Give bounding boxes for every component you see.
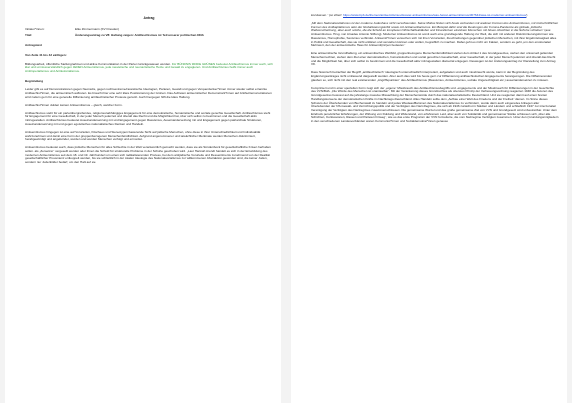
begruendung-heading: Begründung bbox=[25, 78, 44, 83]
antragstext-paragraph bbox=[25, 63, 273, 74]
antragstext-heading: Antragstext bbox=[25, 43, 42, 48]
begruendung-paragraph-3: Antifaschismus steht für ein parteiübergreifendes, religionsunabhängiges Engagement für eine demokratische, humanistische und soziale gerechte Gesellschaft. Antifaschismus steht für Engagement für eine Gesellschaft, in der jeder Mensch jederzeit und überall das Recht und die Möglichkeit hat, über sich selbst zu bestimmen und die Gesellschaft aktiv mitzugestalten. Antifaschismus bedeutet Auseinandersetzung mit und Engagement gegen Rassismus, Auseinandersetzung mit und Engagement gegen patriarchale Strukturen, Auseinandersetzung mit und gegen egoistisches nationalistisches Denken und Handeln. bbox=[25, 110, 271, 126]
document-page-left bbox=[5, 0, 281, 403]
nazi-quote-rest: (aus: Antisemitismus. Hrsg. von Amadeu Antonio Stiftung). Moderner Antisemitismus ist somit auch eine grundlegende Haltung zur Welt, die sich mit anderen Diskriminierungsformen wie Rassismus, Homophobie, Sexismus verbindet. Antisemit*innen versuchen sich mit ihren Vorurteilen, Zuschreibungen gegenüber jüdischen Menschen, mit ihrer Ergebnislosigkeit alles in Politik und Gesellschaft, das sie nicht erklären und verstehen können oder wollen, begreiflich zu machen. Dabei geht es nicht um Fakten, sondern es geht „um den emotionalen Mehrwert, den der antisemitische Hass für Antisemit(inn)en bedeutet.“ bbox=[311, 28, 557, 48]
antragstext-body: Bildungsarbeit, öffentliche Stellungnahmen und aktive Kommunikation in der Partei zurückgewiesen werden. bbox=[25, 61, 171, 66]
right-paragraph-1: Eine antisemitische Grundhaltung, ein antisemitisches Weltbild, gruppenbezogene Menschenfeindlichkeit stehen dem Artikel 1 des Grundgesetzes, stehen den universell geltenden Menschenrechten, stehen dem Ziel einer demokratischen, humanistischen und sozial gerechten Gesellschaft, einer Gesellschaft, in der jeder Mensch jederzeit und überall das Recht und die Möglichkeit hat, über sich selbst zu bestimmen und die Gesellschaft aktiv mitzugestalten diametral entgegen. Deswegen ist der Änderungsantrag zur Klarstellung zum Antrag V8. bbox=[311, 51, 556, 67]
initiator-label: Initiator*innen: bbox=[25, 26, 45, 31]
title-row bbox=[25, 34, 273, 38]
begruendung-paragraph-5: Antisemitismus bedeutet auch, dass jüdische Menschen für alles Schlechte in der Welt verantwortlich gemacht werden, dass sie als Sündenbock für gesellschaftliche Krisen herhalten sollen. als „Zersetzer“ vergesellt werden oder ihnen die Schuld für strukturelle Probleme in der Schuhe geschoben wird. „Laut Hannah Arendt handelt es sich in der Entwicklung des modernen Antisemitismus seit dem 18. und 19. Jahrhundert um einen sich radikalisierenden Prozess, bei dem antijüdische Vorurteile und Ressentiments zunehmend von der Realität gesellschaftlicher Provenienz entkoppelt werden, bis sie schließlich in der totalen Ideologie des Nationalsozialismus zur willkommenen Abstraktion geworden sind, die keiner Juden, sondern nur Judenbilder bedarf, um den Haß auf sie bbox=[25, 145, 271, 165]
right-paragraph-2: Dass historisch betrachtet der Begriff „antifaschistisch“ ideologisch unterschiedlich interpretiert, aufgeladen und auch missbraucht wurde, kann in der Begründung des Ergänzungsantrages nicht umfassend dargestellt werden. Aber auch dies wird bis heute gern zur Diffamierung antifaschistischen Engagements herangezogen. Die Diffamierenden glauben so, sich nicht mit den real existierenden „Angriffspunkten“ des Antifaschismus (Rassismus, Antisemitismus, soziale Ungerechtigkeit etc.) auseinandersetzen zu müssen. bbox=[311, 70, 553, 82]
begruendung-paragraph-2: Antifaschist*innen dulden keinen Antisemitismus – gleich, welcher Form. bbox=[25, 102, 123, 107]
document-page-right bbox=[291, 0, 567, 403]
nazi-quote-paragraph bbox=[311, 22, 559, 48]
citation-quote-end: kozulassen.“ (so zitiert: bbox=[311, 13, 343, 17]
initiator-value: Elke Zimmermann (KV Dresden) bbox=[75, 26, 120, 31]
citation-close: ) bbox=[526, 13, 528, 17]
title-label: Titel: bbox=[25, 33, 33, 38]
nazi-quote: „Mit dem Nationalsozialismus ist der moderne Judenhass nicht verschwunden. Seine Motive finden sich heute verbunden mit anderen Formen des Antisemitismus, mit rückschrittlichen Formen des Antikapitalismus oder der Globalisierungskritik sowie mit Antiamerikanismus. Ein Beispiel dafür sind die Deutungen der Corona-Pandemie als globale, jüdische Weltverschwörung, aber auch solche, die die Schuld an komplexen Wirtschaftsabläufen und Finanzkrisen einzelnen Menschen mit bösen Absichten in die Schuhe schieben“ bbox=[311, 21, 559, 33]
initiator-row bbox=[25, 28, 273, 32]
citation-paragraph bbox=[311, 14, 559, 18]
document-heading: Antrag bbox=[143, 16, 155, 20]
citation-link[interactable]: https://www.bpb.de/themen/antisemitismus/dossier-antisemitismus/was-heisst-antisemitismus/307644/was-ist-moderner-antisemitismus/ bbox=[343, 13, 527, 17]
title-value: Änderungsantrag zu V8: Haltung zeigen: Antifaschismus ist Teil unserer politischen DNA bbox=[75, 33, 204, 38]
begruendung-paragraph-4: Antisemitismus hingegen ist eine auf Vorurteilen, Klischees und Stereotypen basierende Sicht auf jüdische Menschen, ohne diese in ihrer Unterschiedlichkeit und Individualität wahrzunehmen und damit eine Form der gruppenbezogenen Menschenfeindlichkeit. Aufgrund angenommener und tatsächlicher Merkmale werden Menschen diskriminiert, herabgewürdigt und angefeindet, wurden und werden Menschen verfolgt und ermordet. bbox=[25, 129, 261, 142]
right-paragraph-3: Kompriniert und in einer speziellen Form zeigt sich der „eigene“ Missbrauch des Antifaschismusbegriffs und -engagements und der Missbrauch für Diffamierungen in der Geschichte des VVN/BdA. „Die Würde des Menschen ist unantastbar“. Mit der Verankerung dieses Grundrechtes als oberstes Prinzip der Verfassungsordnung reagierten 1948 die Autoren des Grundgesetzes bewusst auf die jahrelange massive Missachtung der Menschenwürde durch das nationalsozialistische Deutschland. Und sie reagierten damit auf einen breiten Handlungskonsens der demokratischen Kräfte im Nachkriegs-Deutschland. Alles Handeln sollte dem „Aufbau einer Welt des Friedens und der Freiheit“ dienen. Im Sinne dieses Schwurs der Überlebenden von Buchenwald zu handeln und jedes Wiedeaufflammen des Nationalsozialismus zu verhindern, wurde dann auch eingeredes Anliegen aller Überlebenden der NS-Gewalt- und Vernichtungspolitik und der Verfolgten des Nazi-Regimes, die sich ab 1946 zunächst in Städten und Ländern und schließlich 1947 zur interzonalen Vereinigung der Verfolgten des Naziregimes zusammenschlossen. Die gemeinsame Wurzel und das große gemeinsame Ziel von VVN und Grundgesetz sind unbestreitbar. Unter dem Eindruck persönlicher Erfahrungen, der Wirkung von Duldung und Widerstand, von erfahrenem Leid, aber auch von Solidarität und gemeinsamer Stärke schlossen sich „über alle Schichten, Konfessionen, Rassen und Parteien hinweg“, wie es das erste Programm der VVN formulierte, die vom Naziregime Verfolgten zusammen. Unter den (Grundungsmitgliedern in den verschiedenen Landesverbänden waren Kommunist*innen und Sozialdemokrat*innen genauso bbox=[311, 85, 559, 124]
begruendung-paragraph-1: Leider gibt es auf Demonstrationen gegen Neonazis, gegen rechtsextreme/rassistische Ideologien, Parteien, Gewalt und gegen Verquerdenker*innen immer wieder selbst ernannte Antifaschist*innen, die antisemitisch auftreten. Es braucht hier eine sehr klare Positionierung der Grünen. Das Auftreten antisemitischer Demonstrant*innen auf Antifa-Demonstrationen wird zudem gern für eine generelle Diffamierung antifaschistischer Proteste genutzt. Auch hiergegen hilft die klare Haltung. bbox=[25, 87, 272, 99]
antragstext-inserted-text: Für BÜNDNIS 90/DIE GRÜNEN bedeutet Antifaschismus immer auch, sich klar und unmissverständlich gegen JEDEN Antisemitismus, jede rassistische und neonazistische Hetze und Gewalt zu engagieren. Und Antifaschismus heißt immer auch Antiimperialismus und Antikolonialismus. bbox=[25, 61, 273, 73]
line-reference: Von Zeile 41 bis 42 einfügen: bbox=[25, 52, 67, 57]
